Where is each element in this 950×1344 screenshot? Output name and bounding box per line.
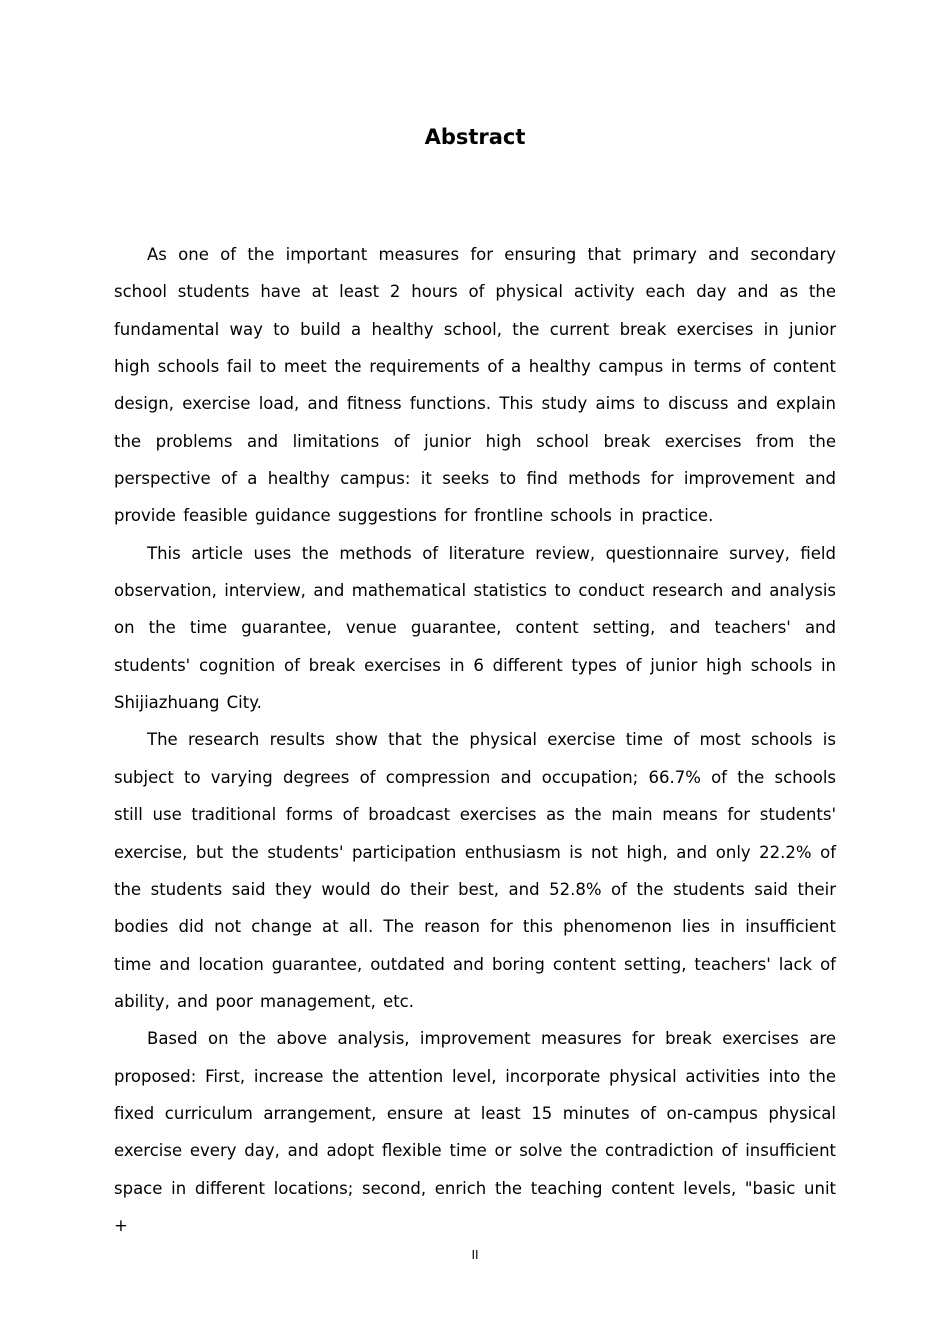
abstract-paragraph-2: This article uses the methods of literature review, questionnaire survey, field observation, interview, and mathematical statistics to conduct research and analysis on the time guarantee, venue guarantee, content setting, and teachers' and students' cognition of break exercises in 6 different types of junior high schools in Shijiazhuang City. <box>114 543 836 713</box>
page-number: II <box>471 1248 479 1262</box>
abstract-paragraph-1: As one of the important measures for ensuring that primary and secondary school students have at least 2 hours of physical activity each day and as the fundamental way to build a healthy school, the current break exercises in junior high schools fail to meet the requirements of a healthy campus in terms of content design, exercise load, and fitness functions. This study aims to discuss and explain the problems and limitations of junior high school break exercises from the perspective of a healthy campus: it seeks to find methods for improvement and provide feasible guidance suggestions for frontline schools in practice. <box>114 245 836 526</box>
abstract-paragraph-3: The research results show that the physical exercise time of most schools is subject to varying degrees of compression and occupation; 66.7% of the schools still use traditional forms of broadcast exercises as the main means for students' exercise, but the students' participation enthusiasm is not high, and only 22.2% of the students said they would do their best, and 52.8% of the students said their bodies did not change at all. The reason for this phenomenon lies in insufficient time and location guarantee, outdated and boring content setting, teachers' lack of ability, and poor management, etc. <box>114 730 836 1011</box>
abstract-paragraph-4: Based on the above analysis, improvement measures for break exercises are proposed: First, increase the attention level, incorporate physical activities into the fixed curriculum arrangement, ensure at least 15 minutes of on-campus physical exercise every day, and adopt flexible time or solve the contradiction of insufficient space in different locations; second, enrich the teaching content levels, "basic unit + <box>114 1029 836 1235</box>
abstract-title: Abstract <box>424 125 526 149</box>
abstract-body <box>114 236 836 1244</box>
